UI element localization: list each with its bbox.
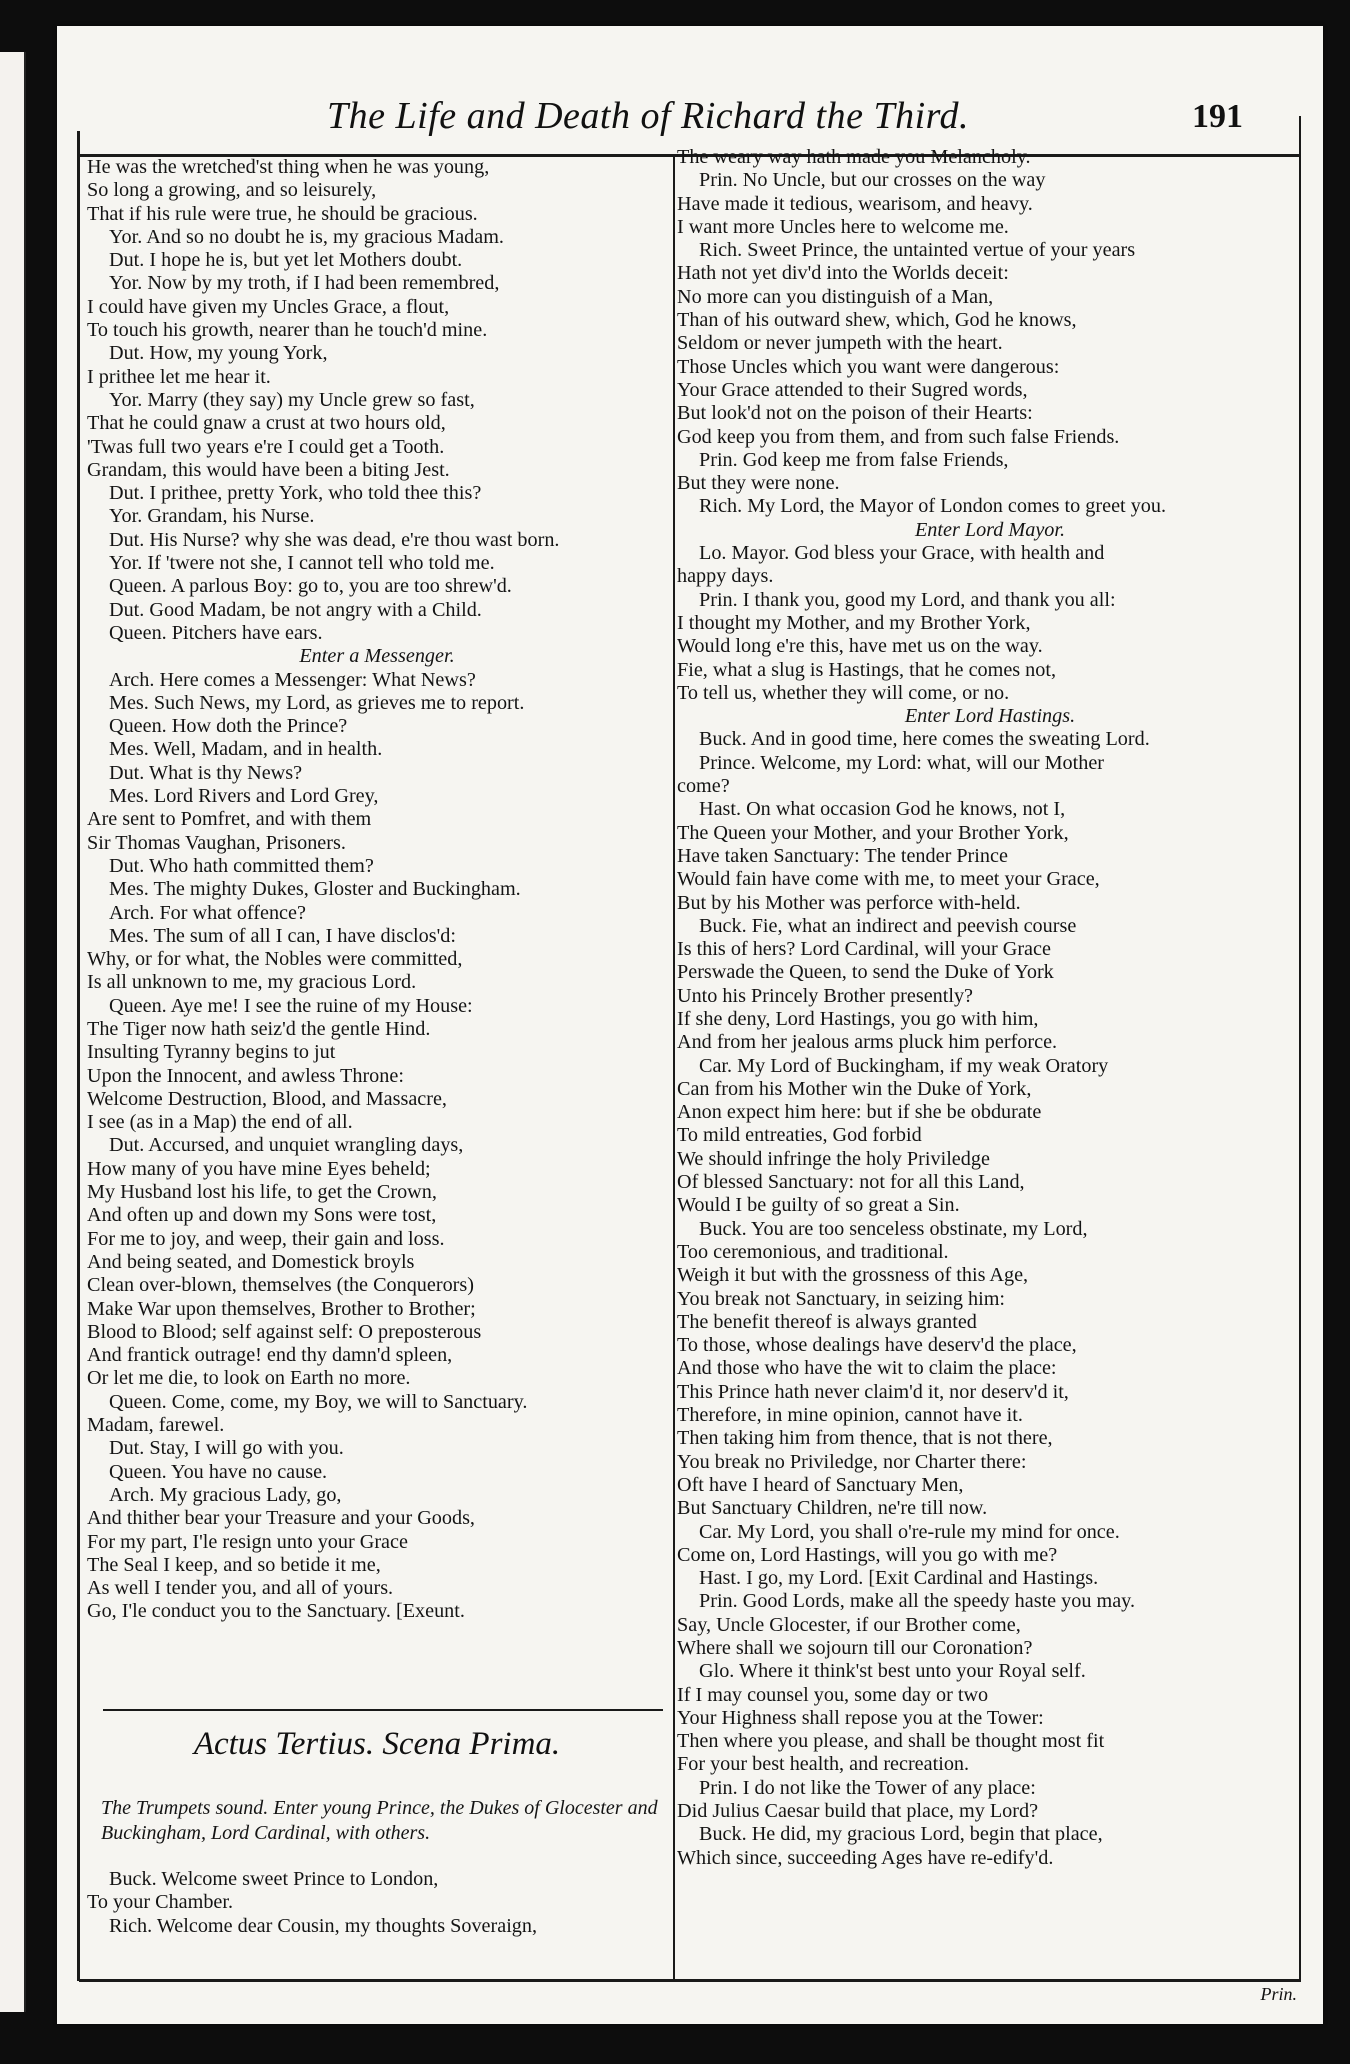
text-line: If I may counsel you, some day or two (677, 1683, 989, 1706)
text-line: Where shall we sojourn till our Coronation? (677, 1637, 1033, 1659)
text-line: God keep you from them, and from such false Friends. (677, 425, 1120, 448)
text-line: Your Highness shall repose you at the Tower: (677, 1706, 1044, 1729)
text-line: Queen. Come, come, my Boy, we will to Sanctuary. (109, 1390, 528, 1413)
text-line: Queen. Aye me! I see the ruine of my House: (109, 994, 473, 1017)
text-line: To your Chamber. (87, 1891, 234, 1914)
text-line: The Queen your Mother, and your Brother York, (677, 821, 1069, 844)
text-line: Dut. I prithee, pretty York, who told thee this? (109, 482, 482, 505)
text-line: Unto his Princely Brother presently? (677, 984, 974, 1007)
text-line: To mild entreaties, God forbid (677, 1124, 922, 1147)
text-line: Queen. How doth the Prince? (109, 715, 348, 738)
text-line: I see (as in a Map) the end of all. (87, 1111, 353, 1134)
text-line: Buck. You are too senceless obstinate, my Lord, (699, 1217, 1088, 1240)
text-line: For me to joy, and weep, their gain and loss. (87, 1227, 445, 1250)
text-line: For your best health, and recreation. (677, 1753, 970, 1776)
text-line: I want more Uncles here to welcome me. (677, 215, 1009, 238)
text-line: come? (677, 775, 730, 798)
stage-direction: The Trumpets sound. Enter young Prince, the Dukes of Glocester and Buckingham, Lord Cardinal, with others. (101, 1797, 658, 1844)
text-line: Clean over-blown, themselves (the Conquerors) (87, 1274, 474, 1297)
text-line: Arch. For what offence? (109, 901, 306, 924)
text-line: You break not Sanctuary, in seizing him: (677, 1287, 1006, 1310)
text-line: If she deny, Lord Hastings, you go with him, (677, 1007, 1039, 1030)
text-line: Of blessed Sanctuary: not for all this Land, (677, 1171, 1025, 1194)
text-line: Than of his outward shew, which, God he knows, (677, 309, 1077, 332)
text-line: Did Julius Caesar build that place, my Lord? (677, 1800, 1039, 1823)
text-line: Arch. Here comes a Messenger: What News? (109, 668, 476, 691)
text-line: Mes. Well, Madam, and in health. (109, 738, 383, 761)
text-line: Rich. My Lord, the Mayor of London comes to greet you. (699, 495, 1167, 518)
text-line: Why, or for what, the Nobles were committed, (87, 948, 463, 971)
text-line: Mes. The sum of all I can, I have disclos'd: (109, 924, 456, 947)
text-line: We should infringe the holy Priviledge (677, 1147, 990, 1170)
text-line: But look'd not on the poison of their Hearts: (677, 402, 1033, 425)
page-header (57, 94, 1323, 154)
text-line: Prince. Welcome, my Lord: what, will our Mother (699, 751, 1105, 774)
text-line: Too ceremonious, and traditional. (677, 1240, 949, 1263)
text-line: Lo. Mayor. God bless your Grace, with health and (699, 542, 1105, 565)
text-line: Would long e're this, have met us on the way. (677, 635, 1043, 658)
text-line: Oft have I heard of Sanctuary Men, (677, 1473, 964, 1496)
text-line: Prin. I thank you, good my Lord, and thank you all: (699, 588, 1116, 611)
text-line: happy days. (677, 565, 774, 588)
page-number: 191 (1192, 98, 1243, 135)
text-line: Then taking him from thence, that is not there, (677, 1427, 1053, 1450)
text-line: Buck. And in good time, here comes the sweating Lord. (699, 728, 1150, 751)
text-line: Welcome Destruction, Blood, and Massacre, (87, 1087, 447, 1110)
text-line: Buck. Fie, what an indirect and peevish course (699, 914, 1077, 937)
text-line: Dut. Stay, I will go with you. (109, 1437, 344, 1460)
bottom-rule (79, 1979, 1301, 1982)
text-line: Dut. Who hath committed them? (109, 854, 374, 877)
text-line: The benefit thereof is always granted (677, 1310, 977, 1333)
text-line: Have taken Sanctuary: The tender Prince (677, 844, 1008, 867)
text-line: Queen. Pitchers have ears. (109, 621, 323, 644)
text-line: Dut. What is thy News? (109, 761, 303, 784)
text-line: That if his rule were true, he should be gracious. (87, 202, 478, 225)
text-line: Queen. You have no cause. (109, 1460, 328, 1483)
text-line: Or let me die, to look on Earth no more. (87, 1367, 411, 1390)
text-line: Say, Uncle Glocester, if our Brother come, (677, 1613, 1021, 1636)
running-title: The Life and Death of Richard the Third. (327, 95, 970, 137)
text-line: But they were none. (677, 472, 840, 495)
text-line: Which since, succeeding Ages have re-edify'd. (677, 1846, 1054, 1869)
left-text-column (87, 156, 667, 1624)
text-line: Car. My Lord of Buckingham, if my weak Oratory (699, 1054, 1109, 1077)
text-line: Fie, what a slug is Hastings, that he comes not, (677, 658, 1057, 681)
text-line: I prithee let me hear it. (87, 365, 271, 388)
text-line: I thought my Mother, and my Brother York, (677, 611, 1031, 634)
text-line: Rich. Welcome dear Cousin, my thoughts Soveraign, (109, 1914, 538, 1937)
act-divider-rule (103, 1709, 663, 1711)
text-line: Is all unknown to me, my gracious Lord. (87, 971, 417, 994)
text-line: No more can you distinguish of a Man, (677, 285, 994, 308)
text-line: Yor. And so no doubt he is, my gracious Madam. (109, 225, 504, 248)
text-line: But Sanctuary Children, ne're till now. (677, 1497, 988, 1520)
text-line: Enter Lord Mayor. (914, 518, 1066, 541)
text-line: Glo. Where it think'st best unto your Royal self. (699, 1660, 1086, 1683)
text-line: Is this of hers? Lord Cardinal, will your Grace (677, 938, 1051, 961)
text-line: Have made it tedious, wearisom, and heavy. (677, 192, 1033, 215)
text-line: Dut. Accursed, and unquiet wrangling days, (109, 1134, 464, 1157)
text-line: The Tiger now hath seiz'd the gentle Hind. (87, 1017, 431, 1040)
text-line: He was the wretched'st thing when he was young, (87, 156, 490, 178)
text-line: To those, whose dealings have deserv'd the place, (677, 1334, 1077, 1357)
text-line: 'Twas full two years e're I could get a Tooth. (87, 435, 445, 458)
text-line: Dut. His Nurse? why she was dead, e're thou wast born. (109, 528, 560, 551)
text-line: Would fain have come with me, to meet your Grace, (677, 868, 1100, 891)
text-line: Hast. I go, my Lord. [Exit Cardinal and Hastings. (699, 1567, 1099, 1590)
text-line: So long a growing, and so leisurely, (87, 179, 377, 202)
text-line: Enter a Messenger. (299, 645, 455, 668)
text-line: Hath not yet div'd into the Worlds deceit: (677, 262, 1009, 285)
right-text-column (677, 146, 1303, 1870)
text-line: Yor. Grandam, his Nurse. (109, 505, 315, 528)
text-line: Prin. God keep me from false Friends, (699, 448, 1009, 471)
text-line: Seldom or never jumpeth with the heart. (677, 332, 1003, 355)
text-line: But by his Mother was perforce with-held. (677, 891, 1021, 914)
text-line: Insulting Tyranny begins to jut (87, 1041, 336, 1064)
text-line: Grandam, this would have been a biting Jest. (87, 458, 450, 481)
text-line: Anon expect him here: but if she be obdurate (677, 1101, 1042, 1124)
text-line: Are sent to Pomfret, and with them (87, 808, 372, 831)
text-line: The Seal I keep, and so betide it me, (87, 1553, 381, 1576)
text-line: Come on, Lord Hastings, will you go with me? (677, 1543, 1058, 1566)
text-line: Dut. Good Madam, be not angry with a Child. (109, 598, 482, 621)
text-line: Car. My Lord, you shall o're-rule my mind for once. (699, 1520, 1120, 1543)
text-line: Buck. Welcome sweet Prince to London, (109, 1868, 439, 1890)
text-line: And frantick outrage! end thy damn'd spleen, (87, 1344, 453, 1367)
text-line: Yor. Now by my troth, if I had been remembred, (109, 272, 500, 295)
text-line: And from her jealous arms pluck him perforce. (677, 1031, 1058, 1054)
book-page (57, 26, 1323, 2024)
text-line: As well I tender you, and all of yours. (87, 1577, 394, 1600)
text-line: How many of you have mine Eyes beheld; (87, 1157, 431, 1180)
text-line: Buck. He did, my gracious Lord, begin that place, (699, 1823, 1103, 1846)
column-divider (673, 156, 675, 1981)
text-line: This Prince hath never claim'd it, nor deserv'd it, (677, 1380, 1069, 1403)
text-line: Then where you please, and shall be thought most fit (677, 1730, 1105, 1753)
outer-left-rule (77, 131, 80, 1981)
text-line: Mes. Such News, my Lord, as grieves me to report. (109, 691, 525, 714)
text-line: Dut. I hope he is, but yet let Mothers doubt. (109, 249, 463, 272)
text-line: Yor. Marry (they say) my Uncle grew so fast, (109, 388, 475, 411)
text-line: Can from his Mother win the Duke of York, (677, 1077, 1032, 1100)
text-line: Your Grace attended to their Sugred words, (677, 378, 1028, 401)
text-line: Would I be guilty of so great a Sin. (677, 1194, 960, 1217)
text-line: Therefore, in mine opinion, cannot have it. (677, 1404, 1023, 1427)
text-line: Mes. Lord Rivers and Lord Grey, (109, 785, 379, 808)
text-line: Rich. Sweet Prince, the untainted vertue of your years (699, 239, 1136, 262)
text-line: Dut. How, my young York, (109, 342, 328, 365)
text-line: Mes. The mighty Dukes, Gloster and Buckingham. (109, 878, 521, 901)
text-line: Perswade the Queen, to send the Duke of York (677, 961, 1054, 984)
text-line: You break no Priviledge, nor Charter there: (677, 1450, 1027, 1473)
text-line: That he could gnaw a crust at two hours old, (87, 412, 446, 435)
act-title: Actus Tertius. Scena Prima. (193, 1726, 561, 1762)
text-line: Those Uncles which you want were dangerous: (677, 355, 1060, 378)
text-line: Prin. I do not like the Tower of any place: (699, 1776, 1036, 1799)
text-line: Madam, farewel. (87, 1414, 225, 1437)
previous-page-edge (0, 52, 26, 2012)
text-line: And often up and down my Sons were tost, (87, 1204, 437, 1227)
text-line: Prin. No Uncle, but our crosses on the way (699, 169, 1046, 192)
text-line: To tell us, whether they will come, or no. (677, 681, 1010, 704)
text-line: And being seated, and Domestick broyls (87, 1250, 415, 1273)
text-line: Blood to Blood; self against self: O preposterous (87, 1320, 482, 1343)
text-line: Prin. Good Lords, make all the speedy haste you may. (699, 1590, 1135, 1613)
text-line: Enter Lord Hastings. (904, 705, 1076, 728)
text-line: Yor. If 'twere not she, I cannot tell who told me. (109, 552, 495, 575)
text-line: Arch. My gracious Lady, go, (109, 1483, 342, 1506)
text-line: To touch his growth, nearer than he touch'd mine. (87, 319, 488, 342)
text-line: Make War upon themselves, Brother to Brother; (87, 1297, 476, 1320)
after-act-lines (87, 1868, 667, 1938)
text-line: For my part, I'le resign unto your Grace (87, 1530, 408, 1553)
text-line: Go, I'le conduct you to the Sanctuary. [Exeunt. (87, 1600, 465, 1623)
text-line: The weary way hath made you Melancholy. (677, 146, 1031, 168)
text-line: Sir Thomas Vaughan, Prisoners. (87, 831, 346, 854)
text-line: And those who have the wit to claim the place: (677, 1357, 1057, 1380)
text-line: Upon the Innocent, and awless Throne: (87, 1064, 404, 1087)
catchword: Prin. (1260, 1984, 1297, 2004)
text-line: Queen. A parlous Boy: go to, you are too shrew'd. (109, 575, 512, 598)
text-line: Weigh it but with the grossness of this Age, (677, 1264, 1029, 1287)
text-line: I could have given my Uncles Grace, a flout, (87, 295, 450, 318)
text-line: And thither bear your Treasure and your Goods, (87, 1507, 475, 1530)
text-line: Hast. On what occasion God he knows, not I, (699, 798, 1066, 821)
text-line: My Husband lost his life, to get the Crown, (87, 1181, 437, 1204)
